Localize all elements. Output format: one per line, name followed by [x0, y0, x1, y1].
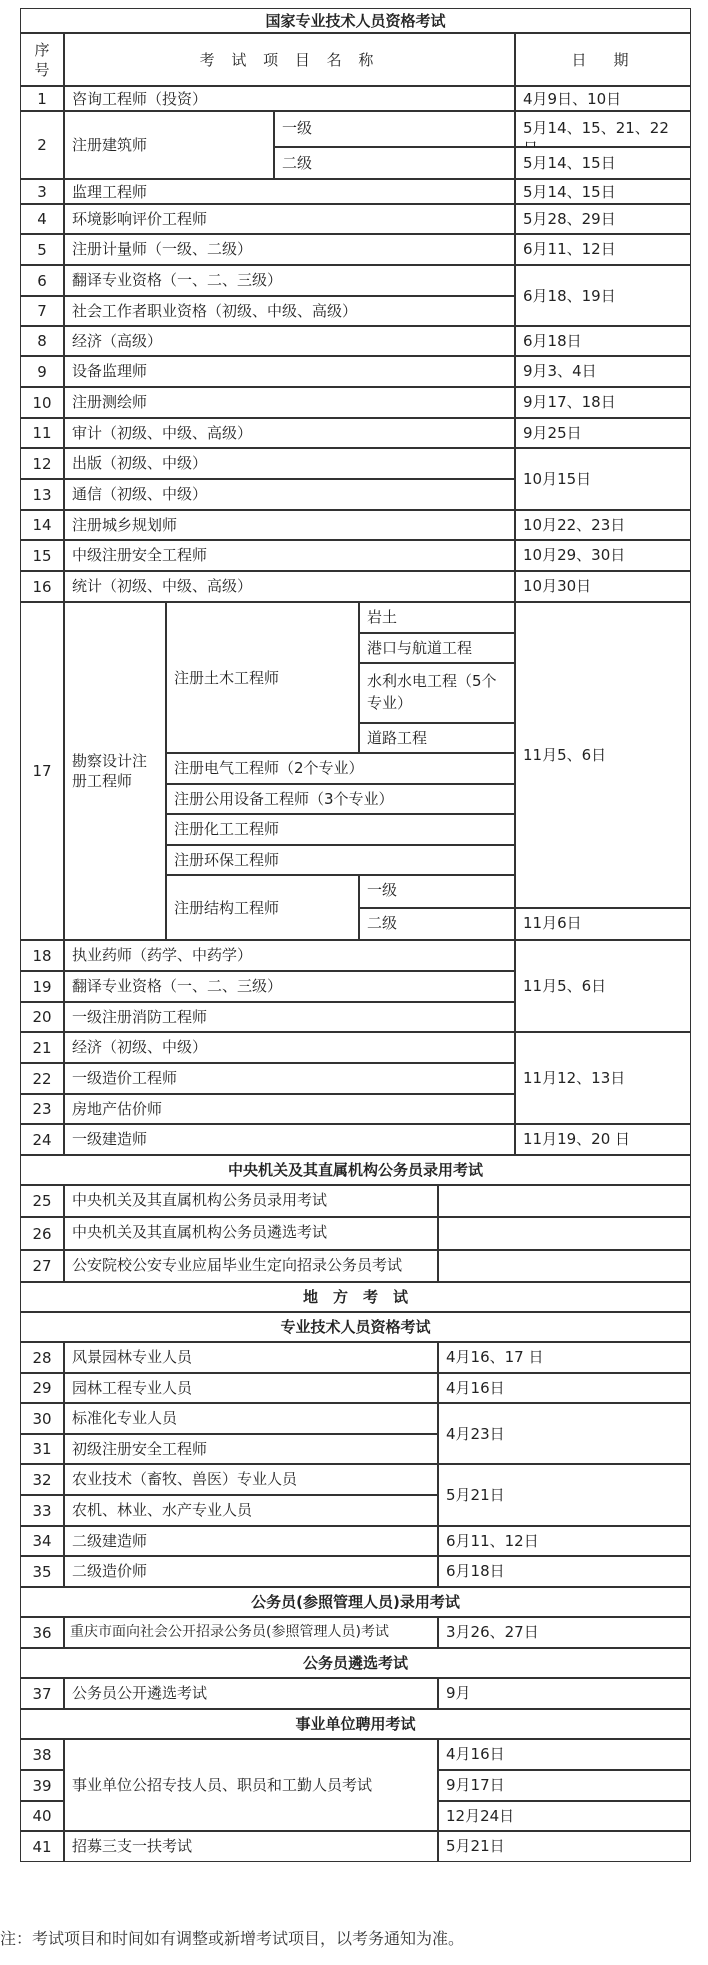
row-date: 10月22、23日	[515, 510, 691, 540]
row-no: 3	[20, 179, 64, 204]
row-no: 40	[20, 1801, 64, 1831]
section-local-civil: 公务员(参照管理人员)录用考试	[20, 1587, 691, 1617]
row-name: 事业单位公招专技人员、职员和工勤人员考试	[64, 1739, 438, 1831]
row-name: 一级造价工程师	[64, 1063, 515, 1094]
row-no: 7	[20, 296, 64, 326]
row-date: 11月12、13日	[515, 1032, 691, 1124]
row-name: 标准化专业人员	[64, 1403, 438, 1434]
row-name: 农机、林业、水产专业人员	[64, 1495, 438, 1526]
row-no: 18	[20, 940, 64, 971]
row-name: 出版（初级、中级）	[64, 448, 515, 479]
row-date	[438, 1250, 691, 1282]
row-date: 6月18、19日	[515, 265, 691, 326]
row-sub-item: 港口与航道工程	[359, 633, 515, 663]
row-name: 公安院校公安专业应届毕业生定向招录公务员考试	[64, 1250, 438, 1282]
row-date: 4月16、17 日	[438, 1342, 691, 1373]
row-name: 经济（初级、中级）	[64, 1032, 515, 1063]
row-name: 审计（初级、中级、高级）	[64, 418, 515, 448]
row-name: 公务员公开遴选考试	[64, 1678, 438, 1709]
row-sub-category: 注册化工工程师	[166, 814, 515, 845]
row-date: 10月30日	[515, 571, 691, 602]
footnote: 注：考试项目和时间如有调整或新增考试项目，以考务通知为准。	[0, 1929, 465, 1948]
row-date: 5月21日	[438, 1831, 691, 1862]
row-name: 统计（初级、中级、高级）	[64, 571, 515, 602]
row-name: 注册计量师（一级、二级）	[64, 234, 515, 265]
row-no: 1	[20, 86, 64, 111]
section-local-professional: 专业技术人员资格考试	[20, 1312, 691, 1342]
row-name: 园林工程专业人员	[64, 1373, 438, 1403]
row-name: 初级注册安全工程师	[64, 1434, 438, 1464]
row-date: 4月16日	[438, 1373, 691, 1403]
row-date: 4月16日	[438, 1739, 691, 1770]
row-sub-level: 二级	[359, 908, 515, 940]
row-date: 9月17日	[438, 1770, 691, 1801]
row-no: 8	[20, 326, 64, 356]
row-date: 9月	[438, 1678, 691, 1709]
row-no: 35	[20, 1556, 64, 1587]
row-date: 9月17、18日	[515, 387, 691, 418]
row-no: 20	[20, 1002, 64, 1032]
row-no: 14	[20, 510, 64, 540]
row-date: 5月14、15日	[515, 147, 691, 179]
row-name: 一级注册消防工程师	[64, 1002, 515, 1032]
row-sub-item: 岩土	[359, 602, 515, 633]
header-name: 考 试 项 目 名 称	[64, 33, 515, 86]
row-name: 注册测绘师	[64, 387, 515, 418]
header-no: 序号	[20, 33, 64, 86]
row-no: 2	[20, 111, 64, 179]
row-no: 10	[20, 387, 64, 418]
row-name: 通信（初级、中级）	[64, 479, 515, 510]
row-date: 11月5、6日	[515, 602, 691, 908]
row-no: 22	[20, 1063, 64, 1094]
row-sub-level: 一级	[359, 875, 515, 908]
section-local-transfer: 公务员遴选考试	[20, 1648, 691, 1678]
row-date: 6月11、12日	[515, 234, 691, 265]
row-date: 6月18日	[438, 1556, 691, 1587]
header-date: 日 期	[515, 33, 691, 86]
row-no: 17	[20, 602, 64, 940]
row-sub-level: 一级	[274, 111, 515, 147]
row-no: 5	[20, 234, 64, 265]
row-name: 农业技术（畜牧、兽医）专业人员	[64, 1464, 438, 1495]
row-date: 11月19、20 日	[515, 1124, 691, 1155]
row-name: 注册建筑师	[64, 111, 274, 179]
row-date: 11月6日	[515, 908, 691, 940]
row-name: 一级建造师	[64, 1124, 515, 1155]
row-no: 33	[20, 1495, 64, 1526]
row-no: 24	[20, 1124, 64, 1155]
row-name: 经济（高级）	[64, 326, 515, 356]
row-name: 注册城乡规划师	[64, 510, 515, 540]
row-no: 25	[20, 1185, 64, 1217]
row-no: 4	[20, 204, 64, 234]
row-name: 中央机关及其直属机构公务员遴选考试	[64, 1217, 438, 1250]
row-no: 30	[20, 1403, 64, 1434]
row-no: 15	[20, 540, 64, 571]
row-no: 29	[20, 1373, 64, 1403]
row-no: 19	[20, 971, 64, 1002]
section-national: 国家专业技术人员资格考试	[20, 8, 691, 33]
row-date: 6月18日	[515, 326, 691, 356]
row-name: 二级造价师	[64, 1556, 438, 1587]
row-sub-item: 水利水电工程（5个专业）	[359, 663, 515, 723]
row-date: 10月29、30日	[515, 540, 691, 571]
row-date: 12月24日	[438, 1801, 691, 1831]
row-date: 6月11、12日	[438, 1526, 691, 1556]
row-name: 翻译专业资格（一、二、三级）	[64, 265, 515, 296]
row-sub-category: 注册结构工程师	[166, 875, 359, 940]
row-name: 中央机关及其直属机构公务员录用考试	[64, 1185, 438, 1217]
row-no: 41	[20, 1831, 64, 1862]
row-no: 31	[20, 1434, 64, 1464]
row-name: 社会工作者职业资格（初级、中级、高级）	[64, 296, 515, 326]
row-no: 11	[20, 418, 64, 448]
row-no: 27	[20, 1250, 64, 1282]
row-name: 设备监理师	[64, 356, 515, 387]
section-central: 中央机关及其直属机构公务员录用考试	[20, 1155, 691, 1185]
row-sub-item: 道路工程	[359, 723, 515, 753]
row-no: 13	[20, 479, 64, 510]
row-no: 16	[20, 571, 64, 602]
row-name: 中级注册安全工程师	[64, 540, 515, 571]
section-local-public: 事业单位聘用考试	[20, 1709, 691, 1739]
row-name: 二级建造师	[64, 1526, 438, 1556]
row-no: 38	[20, 1739, 64, 1770]
row-sub-category: 注册电气工程师（2个专业）	[166, 753, 515, 784]
row-date: 5月28、29日	[515, 204, 691, 234]
row-date	[438, 1185, 691, 1217]
row-sub-level: 二级	[274, 147, 515, 179]
row-no: 37	[20, 1678, 64, 1709]
row-date: 5月14、15日	[515, 179, 691, 204]
row-name: 环境影响评价工程师	[64, 204, 515, 234]
row-name: 勘察设计注册工程师	[64, 602, 166, 940]
row-date: 10月15日	[515, 448, 691, 510]
row-date: 4月9日、10日	[515, 86, 691, 111]
row-no: 6	[20, 265, 64, 296]
row-name: 执业药师（药学、中药学）	[64, 940, 515, 971]
row-no: 39	[20, 1770, 64, 1801]
row-sub-category: 注册公用设备工程师（3个专业）	[166, 784, 515, 814]
row-no: 12	[20, 448, 64, 479]
row-no: 32	[20, 1464, 64, 1495]
row-no: 28	[20, 1342, 64, 1373]
row-date: 11月5、6日	[515, 940, 691, 1032]
row-date: 4月23日	[438, 1403, 691, 1464]
row-name: 重庆市面向社会公开招录公务员(参照管理人员)考试	[64, 1617, 438, 1648]
row-no: 34	[20, 1526, 64, 1556]
row-name: 咨询工程师（投资）	[64, 86, 515, 111]
row-no: 36	[20, 1617, 64, 1648]
row-date	[438, 1217, 691, 1250]
row-sub-category: 注册土木工程师	[166, 602, 359, 753]
row-sub-category: 注册环保工程师	[166, 845, 515, 875]
row-no: 21	[20, 1032, 64, 1063]
row-name: 翻译专业资格（一、二、三级）	[64, 971, 515, 1002]
row-no: 26	[20, 1217, 64, 1250]
row-no: 9	[20, 356, 64, 387]
section-local: 地 方 考 试	[20, 1282, 691, 1312]
row-date: 3月26、27日	[438, 1617, 691, 1648]
row-name: 招募三支一扶考试	[64, 1831, 438, 1862]
row-name: 监理工程师	[64, 179, 515, 204]
row-name: 风景园林专业人员	[64, 1342, 438, 1373]
row-date: 5月21日	[438, 1464, 691, 1526]
row-date: 9月25日	[515, 418, 691, 448]
row-name: 房地产估价师	[64, 1094, 515, 1124]
row-date: 9月3、4日	[515, 356, 691, 387]
row-date: 5月14、15、21、22	[515, 111, 691, 147]
row-no: 23	[20, 1094, 64, 1124]
